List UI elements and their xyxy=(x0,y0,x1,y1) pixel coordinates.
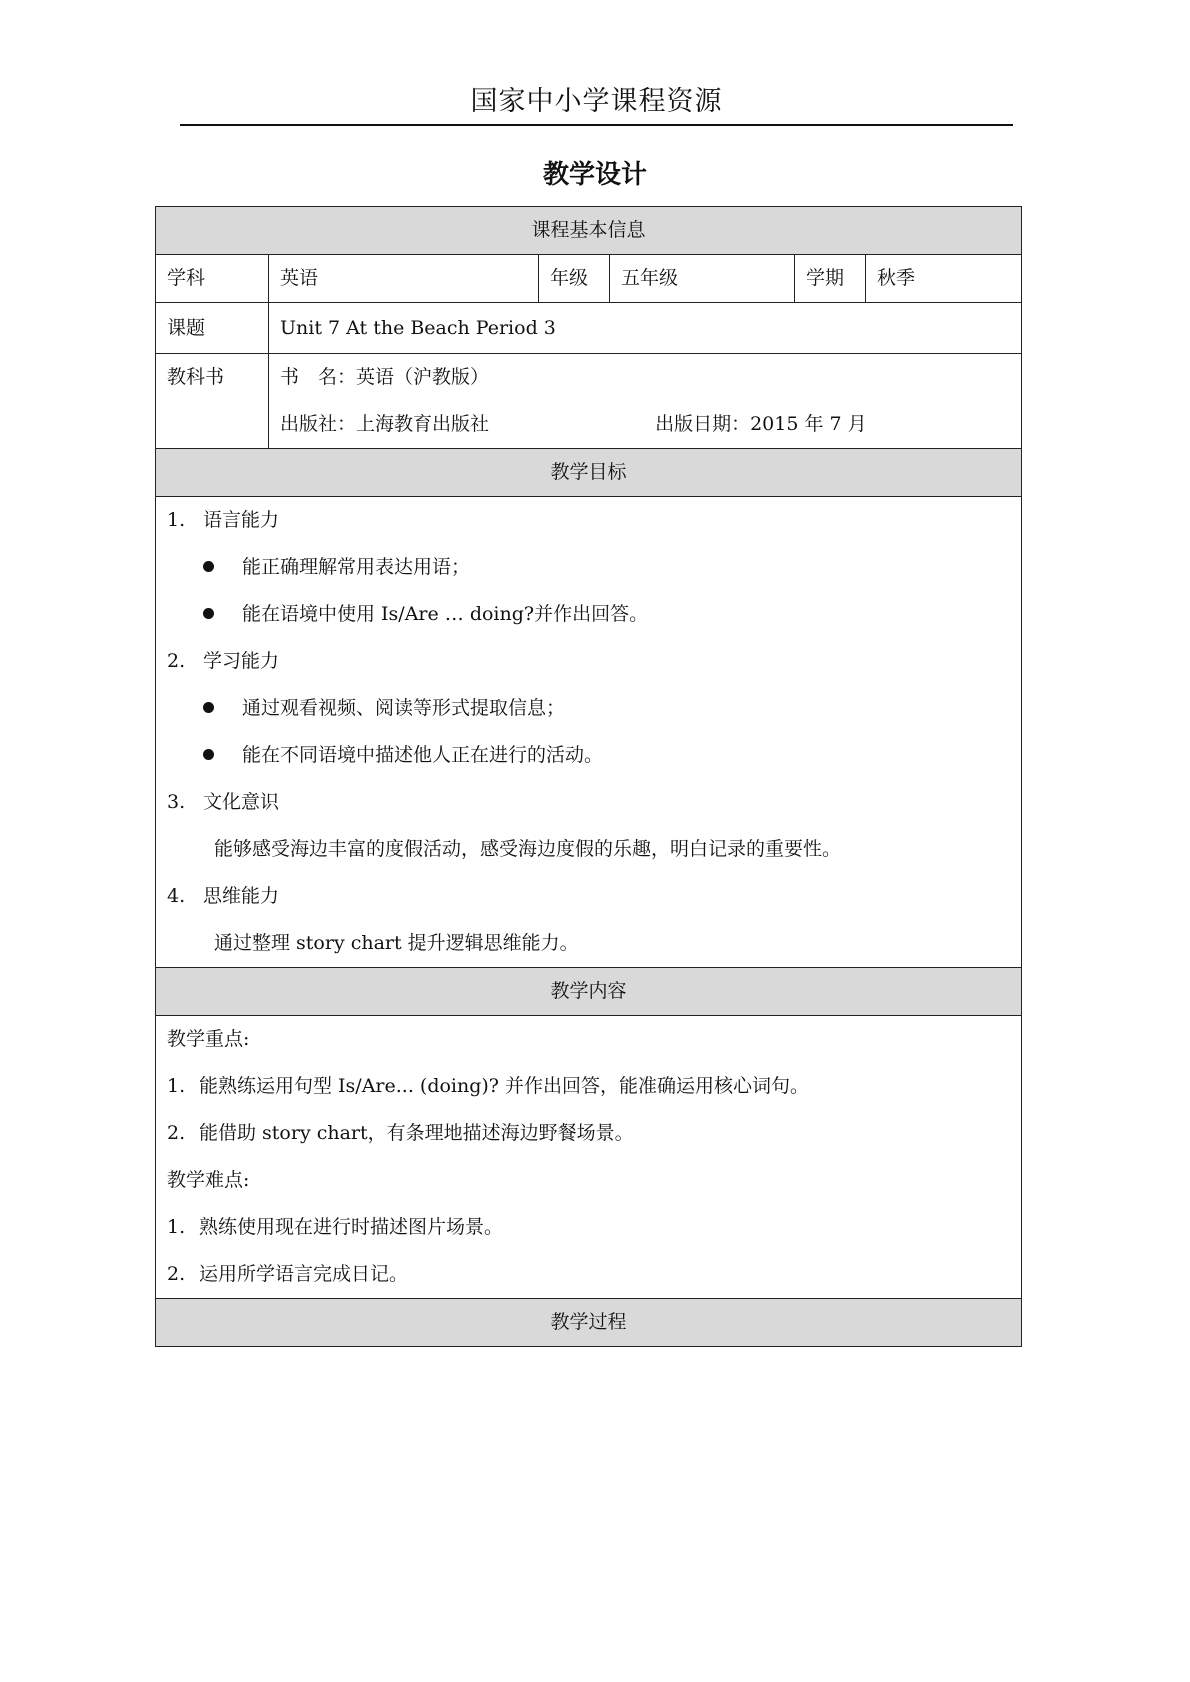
process-header-row xyxy=(156,1299,1022,1347)
key-points-label: 教学重点: xyxy=(167,1028,250,1050)
lesson-plan-table xyxy=(155,206,1022,1347)
difficulty-item: 2. 运用所学语言完成日记。 xyxy=(167,1263,409,1285)
content-header-row xyxy=(156,968,1022,1016)
bullet-icon xyxy=(203,608,214,619)
topic-label: 课题 xyxy=(156,303,269,354)
objective-item xyxy=(167,638,1010,685)
difficulties-label: 教学难点: xyxy=(167,1169,250,1191)
objectives-body-row xyxy=(156,497,1022,968)
difficulty-item: 1. 熟练使用现在进行时描述图片场景。 xyxy=(167,1216,504,1238)
process-section-title: 教学过程 xyxy=(156,1299,1022,1347)
objective-title: 思维能力 xyxy=(203,885,280,907)
term-label: 学期 xyxy=(795,255,866,303)
objective-title: 文化意识 xyxy=(203,791,280,813)
textbook-name: 书 名：英语（沪教版） xyxy=(280,366,490,388)
objective-item xyxy=(167,873,1010,920)
objectives-header-row xyxy=(156,449,1022,497)
objectives-section-title: 教学目标 xyxy=(156,449,1022,497)
document-title: 教学设计 xyxy=(542,160,647,190)
bullet-icon xyxy=(203,702,214,713)
subject-row xyxy=(156,255,1022,303)
textbook-row xyxy=(156,354,1022,449)
bullet-icon xyxy=(203,561,214,572)
grade-value: 五年级 xyxy=(610,255,795,303)
basic-info-section-title: 课程基本信息 xyxy=(156,207,1022,255)
objective-number: 1. xyxy=(167,509,186,531)
objective-bullet: 能在不同语境中描述他人正在进行的活动。 xyxy=(167,732,1010,779)
textbook-label: 教科书 xyxy=(156,354,269,449)
objective-number: 3. xyxy=(167,791,186,813)
textbook-publisher: 出版社：上海教育出版社 xyxy=(280,413,490,435)
objective-bullet: 能正确理解常用表达用语； xyxy=(167,544,1010,591)
objective-item xyxy=(167,779,1010,826)
topic-row xyxy=(156,303,1022,354)
basic-info-header-row xyxy=(156,207,1022,255)
objective-number: 2. xyxy=(167,650,186,672)
objective-title: 语言能力 xyxy=(203,509,280,531)
content-section-title: 教学内容 xyxy=(156,968,1022,1016)
term-value: 秋季 xyxy=(866,255,1022,303)
site-header xyxy=(180,80,1013,126)
key-point-item: 2. 能借助 story chart，有条理地描述海边野餐场景。 xyxy=(167,1122,634,1144)
objective-paragraph: 能够感受海边丰富的度假活动，感受海边度假的乐趣，明白记录的重要性。 xyxy=(214,838,842,860)
subject-value: 英语 xyxy=(269,255,539,303)
textbook-publisher-line xyxy=(280,401,1010,448)
grade-label: 年级 xyxy=(539,255,610,303)
objectives-body xyxy=(156,497,1022,968)
textbook-publish-date: 出版日期：2015 年 7 月 xyxy=(655,413,867,435)
site-title: 国家中小学课程资源 xyxy=(470,86,723,117)
objective-bullet: 通过观看视频、阅读等形式提取信息； xyxy=(167,685,1010,732)
objective-bullet: 能在语境中使用 Is/Are … doing?并作出回答。 xyxy=(167,591,1010,638)
objective-title: 学习能力 xyxy=(203,650,280,672)
content-body-row xyxy=(156,1016,1022,1299)
objective-paragraph: 通过整理 story chart 提升逻辑思维能力。 xyxy=(214,932,579,954)
subject-label: 学科 xyxy=(156,255,269,303)
objective-number: 4. xyxy=(167,885,186,907)
key-point-item: 1. 能熟练运用句型 Is/Are... (doing)? 并作出回答，能准确运用核心词句。 xyxy=(167,1075,810,1097)
bullet-icon xyxy=(203,749,214,760)
content-body xyxy=(156,1016,1022,1299)
topic-value: Unit 7 At the Beach Period 3 xyxy=(269,303,1022,354)
objective-item xyxy=(167,497,1010,544)
textbook-details xyxy=(269,354,1022,449)
